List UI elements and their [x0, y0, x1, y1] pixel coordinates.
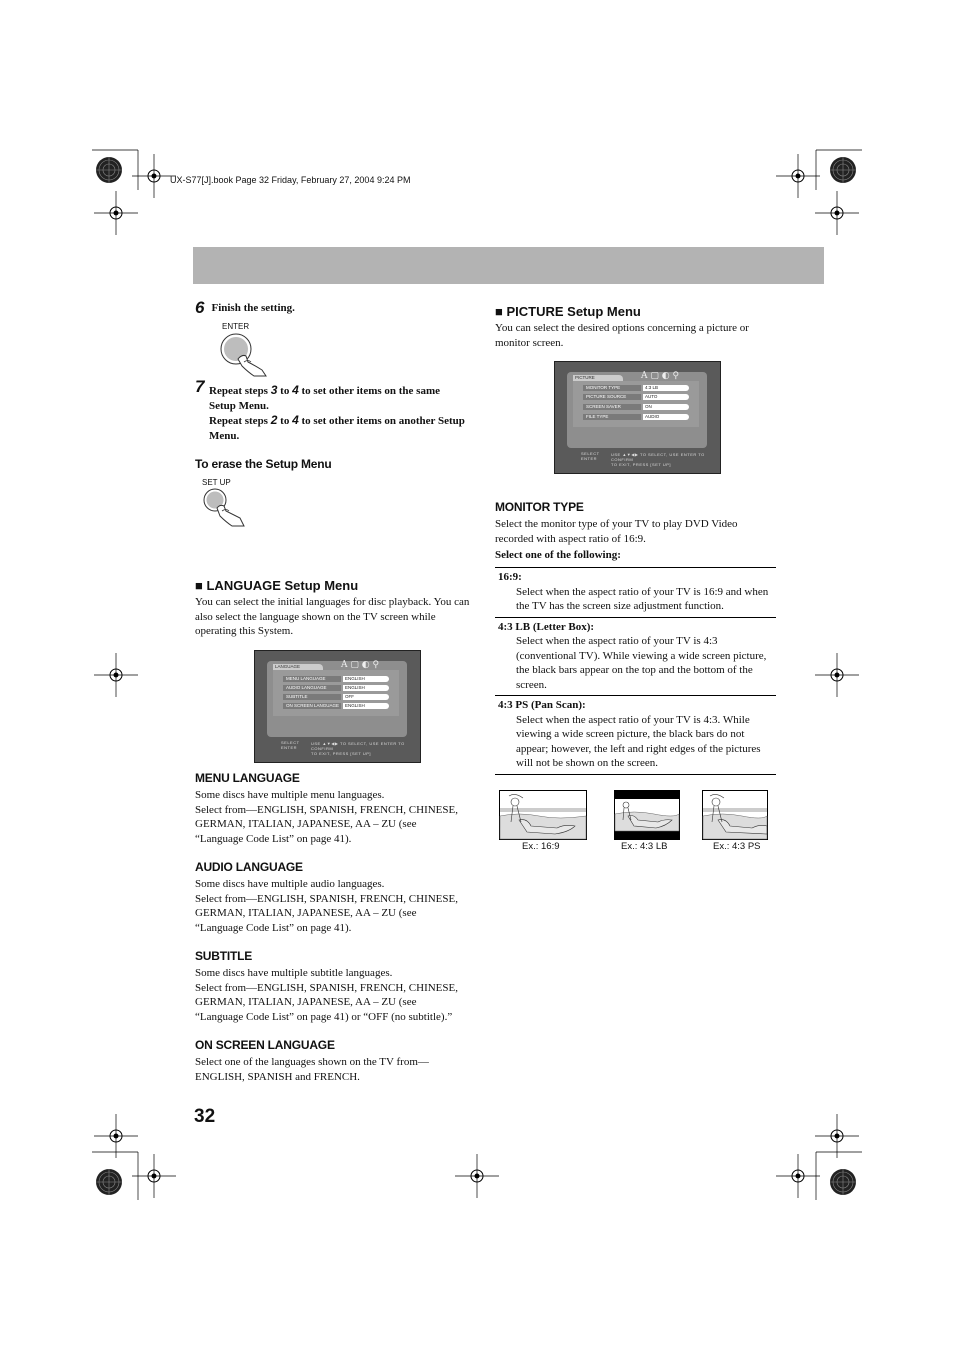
screen-footer: SELECT ENTER	[281, 740, 300, 750]
step7-text: Repeat steps	[209, 385, 271, 397]
section-line: ENGLISH, SPANISH and FRENCH.	[195, 1070, 360, 1083]
section-line: Select one of the languages shown on the TV from—	[195, 1056, 429, 1068]
enter-button-label: ENTER	[222, 322, 250, 331]
screen-row: SCREEN SAVER ON	[583, 404, 693, 410]
section-line: GERMAN, ITALIAN, JAPANESE, AA – ZU (see	[195, 818, 417, 830]
setup-button-icon	[202, 488, 248, 528]
picture-screen	[554, 361, 721, 474]
section-line: GERMAN, ITALIAN, JAPANESE, AA – ZU (see	[195, 907, 417, 919]
step7-text: to	[277, 415, 293, 427]
screen-tab: PICTURE	[573, 375, 623, 381]
monitor-type-desc	[495, 517, 780, 546]
step-ref: 3	[270, 383, 278, 397]
section-line: “Language Code List” on page 41).	[195, 921, 352, 934]
section-title: AUDIO LANGUAGE	[195, 860, 303, 874]
picture-menu-title: PICTURE Setup Menu	[506, 304, 641, 319]
section-line: GERMAN, ITALIAN, JAPANESE, AA – ZU (see	[195, 996, 417, 1008]
example-caption: Ex.: 16:9	[522, 841, 560, 852]
step-ref: 4	[292, 413, 299, 427]
example-caption: Ex.: 4:3 PS	[713, 841, 761, 852]
screen-row: MONITOR TYPE 4:3 LB	[583, 385, 693, 391]
step-number: 6	[195, 298, 205, 317]
desc-line: recorded with aspect ratio of 16:9.	[495, 532, 646, 545]
monitor-options-table	[495, 567, 776, 775]
section-line: “Language Code List” on page 41).	[195, 832, 352, 845]
screen-tab: LANGUAGE	[273, 664, 323, 670]
step7-text: to	[277, 385, 293, 397]
step7-text: Menu.	[209, 429, 240, 442]
step7-text: to set other items on another Setup	[298, 415, 465, 427]
option-name: 16:9:	[498, 571, 522, 583]
desc-line: Select the monitor type of your TV to play DVD Video	[495, 518, 738, 530]
file-info: UX-S77[J].book Page 32 Friday, February 27, 2004 9:24 PM	[170, 175, 411, 185]
step7-text: Setup Menu.	[209, 399, 269, 412]
section-line: Some discs have multiple menu languages.	[195, 789, 385, 801]
example-caption: Ex.: 4:3 LB	[621, 841, 668, 852]
intro-line: You can select the desired options concerning a picture or	[495, 322, 749, 334]
section-line: Select from—ENGLISH, SPANISH, FRENCH, CHINESE,	[195, 892, 458, 905]
page-number: 32	[194, 1106, 216, 1127]
language-menu-title: LANGUAGE Setup Menu	[206, 578, 359, 593]
section-line: Some discs have multiple audio languages.	[195, 878, 385, 890]
language-menu-intro: You can select the initial languages for disc playback. You can also select the language shown on the TV screen while operating this System.	[195, 596, 470, 637]
option-desc: Select when the aspect ratio of your TV is 16:9 and when the TV has the screen size adjustment function.	[516, 585, 769, 612]
option-desc: Select when the aspect ratio of your TV is 4:3 (conventional TV). While viewing a wide screen picture, the black bars appear on the top and the bottom of the screen.	[516, 635, 767, 691]
language-menu-heading	[195, 578, 358, 593]
subtitle-section	[195, 949, 458, 1024]
header-bar	[193, 247, 824, 284]
screen-row: PICTURE SOURCE AUTO	[583, 394, 693, 400]
audio-language-section	[195, 860, 458, 935]
table-row	[495, 696, 776, 775]
screen-row: FILE TYPE AUDIO	[583, 414, 693, 420]
example-letterbox-image	[614, 790, 680, 840]
step-ref: 2	[270, 413, 278, 427]
language-screen	[254, 650, 421, 763]
picture-menu-intro	[495, 321, 780, 350]
section-title: SUBTITLE	[195, 949, 253, 963]
step7-text: to set other items on the same	[298, 385, 441, 397]
screen-row: SUBTITLE OFF	[283, 694, 393, 700]
step-number: 7	[195, 377, 205, 396]
menu-language-section	[195, 771, 458, 846]
screen-row: AUDIO LANGUAGE ENGLISH	[283, 685, 393, 691]
step-text: Finish the setting.	[211, 302, 295, 314]
select-label: Select one of the following:	[495, 549, 621, 561]
erase-heading: To erase the Setup Menu	[195, 457, 332, 471]
table-row	[495, 617, 776, 696]
square-bullet-icon: ■	[495, 304, 503, 319]
example-panscan-image	[702, 790, 768, 840]
intro-line: monitor screen.	[495, 336, 564, 349]
option-name: 4:3 LB (Letter Box):	[498, 620, 595, 633]
section-title: ON SCREEN LANGUAGE	[195, 1038, 335, 1052]
step7-text: Repeat steps	[209, 415, 271, 427]
step-6	[195, 298, 475, 318]
screen-icons: A ▢ ◐ ⚲	[341, 660, 380, 670]
square-bullet-icon: ■	[195, 578, 203, 593]
option-name: 4:3 PS (Pan Scan):	[498, 699, 586, 711]
screen-row: ON SCREEN LANGUAGE ENGLISH	[283, 703, 393, 709]
screen-icons: A ▢ ◐ ⚲	[641, 371, 680, 381]
screen-footer: USE ▲▼◀▶ TO SELECT, USE ENTER TO CONFIRM TO EXIT, PRESS [SET UP]	[311, 741, 405, 756]
enter-button-icon	[218, 332, 270, 378]
on-screen-language-section	[195, 1038, 429, 1084]
section-line: Select from—ENGLISH, SPANISH, FRENCH, CHINESE,	[195, 803, 458, 816]
section-line: Some discs have multiple subtitle languages.	[195, 967, 393, 979]
setup-button-label: SET UP	[202, 478, 231, 487]
screen-footer: USE ▲▼◀▶ TO SELECT, USE ENTER TO CONFIRM TO EXIT, PRESS [SET UP]	[611, 452, 705, 467]
screen-footer: SELECT ENTER	[581, 451, 600, 461]
section-line: “Language Code List” on page 41) or “OFF (no subtitle).”	[195, 1010, 453, 1023]
picture-menu-heading	[495, 304, 641, 319]
example-16-9-image	[499, 790, 587, 840]
monitor-type-title: MONITOR TYPE	[495, 500, 584, 514]
section-title: MENU LANGUAGE	[195, 771, 300, 785]
section-line: Select from—ENGLISH, SPANISH, FRENCH, CHINESE,	[195, 981, 458, 994]
table-row	[495, 568, 776, 618]
step-ref: 4	[292, 383, 299, 397]
screen-row: MENU LANGUAGE ENGLISH	[283, 676, 393, 682]
option-desc: Select when the aspect ratio of your TV is 4:3. While viewing a wide screen picture, the black bars do not appear; however, the left and right edges of the pictures will not be shown on the screen.	[516, 713, 761, 769]
